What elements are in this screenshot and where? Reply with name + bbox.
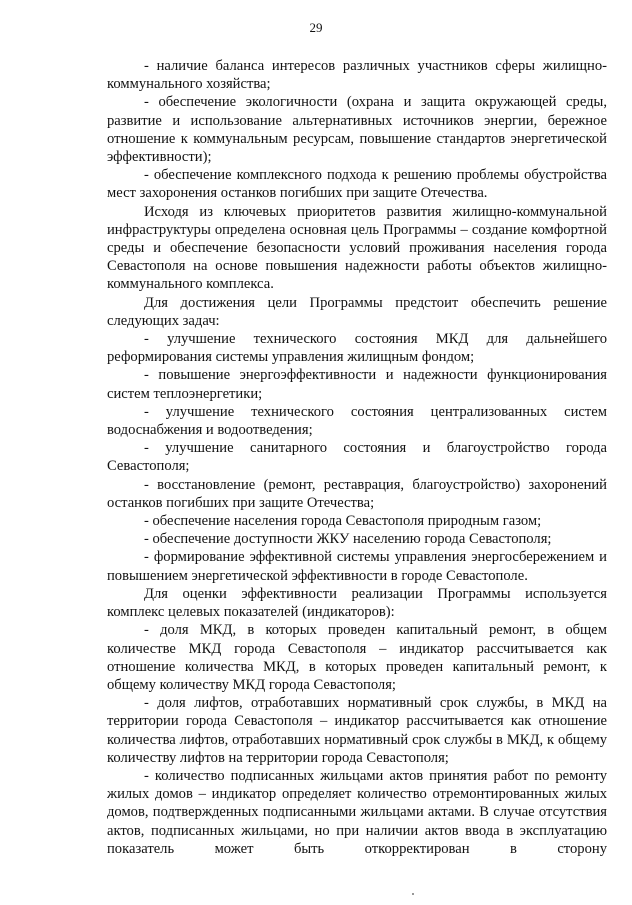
task-item-burial-restoration: - восстановление (ремонт, реставрация, благоустройство) захоронений останков погибших при защите Отечества;: [107, 476, 607, 511]
task-item-sanitation: - улучшение санитарного состояния и благоустройство города Севастополя;: [107, 440, 607, 475]
indicator-item-capital-repair: - доля МКД, в которых проведен капитальный ремонт, в общем количестве МКД города Севастополя – индикатор рассчитывается как отношение количества МКД, в которых проведен капитальный ремонт, к общему количеству МКД города Севастополя;: [107, 622, 607, 693]
paragraph-ecology: - обеспечение экологичности (охрана и защита окружающей среды, развитие и использование альтернативных источников энергии, бережное отношение к коммунальным ресурсам, повышение стандартов энергетической эффективности);: [107, 94, 607, 166]
task-item-energy-saving: - формирование эффективной системы управления энергосбережением и повышением энергетической эффективности в городе Севастополе.: [107, 549, 607, 584]
scan-speck: [412, 893, 414, 895]
paragraph-indicators-intro: Для оценки эффективности реализации Программы используется комплекс целевых показателей (индикаторов):: [107, 585, 607, 621]
indicator-item-elevators: - доля лифтов, отработавших нормативный срок службы, в МКД на территории города Севастополя – индикатор рассчитывается как отношение количества лифтов, отработавших нормативный срок службы в МКД, к общему количеству лифтов на территории города Севастополя;: [107, 695, 607, 766]
task-item-gas-supply: - обеспечение населения города Севастополя природным газом;: [144, 513, 542, 530]
paragraph-tasks-intro: Для достижения цели Программы предстоит обеспечить решение следующих задач:: [107, 294, 607, 329]
indicator-item-signed-acts: - количество подписанных жильцами актов принятия работ по ремонту жилых домов – индикатор определяет количество отремонтированных жилых домов, подтвержденных подписанными жильцами актами. В случае отсутствия актов, подписанных жильцами, но при наличии актов ввода в эксплуатацию показатель может быть откорректирован в сторону: [107, 767, 607, 857]
paragraph-burial-sites: - обеспечение комплексного подхода к решению проблемы обустройства мест захоронения останков погибших при защите Отечества.: [107, 167, 607, 202]
paragraph-program-goal: Исходя из ключевых приоритетов развития жилищно-коммунальной инфраструктуры определена основная цель Программы – создание комфортной среды и обеспечение безопасности условий проживания населения города Севастополя на основе повышения надежности работы объектов жилищно-коммунального комплекса.: [107, 203, 607, 293]
task-item-water-systems: - улучшение технического состояния централизованных систем водоснабжения и водоотведения;: [107, 403, 607, 439]
document-body: [107, 57, 607, 858]
task-item-utility-access: - обеспечение доступности ЖКУ населению города Севастополя;: [144, 531, 552, 548]
page-number: 29: [309, 20, 323, 35]
task-item-heat-energy: - повышение энергоэффективности и надежности функционирования систем теплоэнергетики;: [107, 367, 607, 402]
paragraph-balance-of-interests: - наличие баланса интересов различных участников сферы жилищно-коммунального хозяйства;: [107, 58, 607, 93]
task-item-housing-stock: - улучшение технического состояния МКД для дальнейшего реформирования системы управления жилищным фондом;: [107, 331, 607, 366]
